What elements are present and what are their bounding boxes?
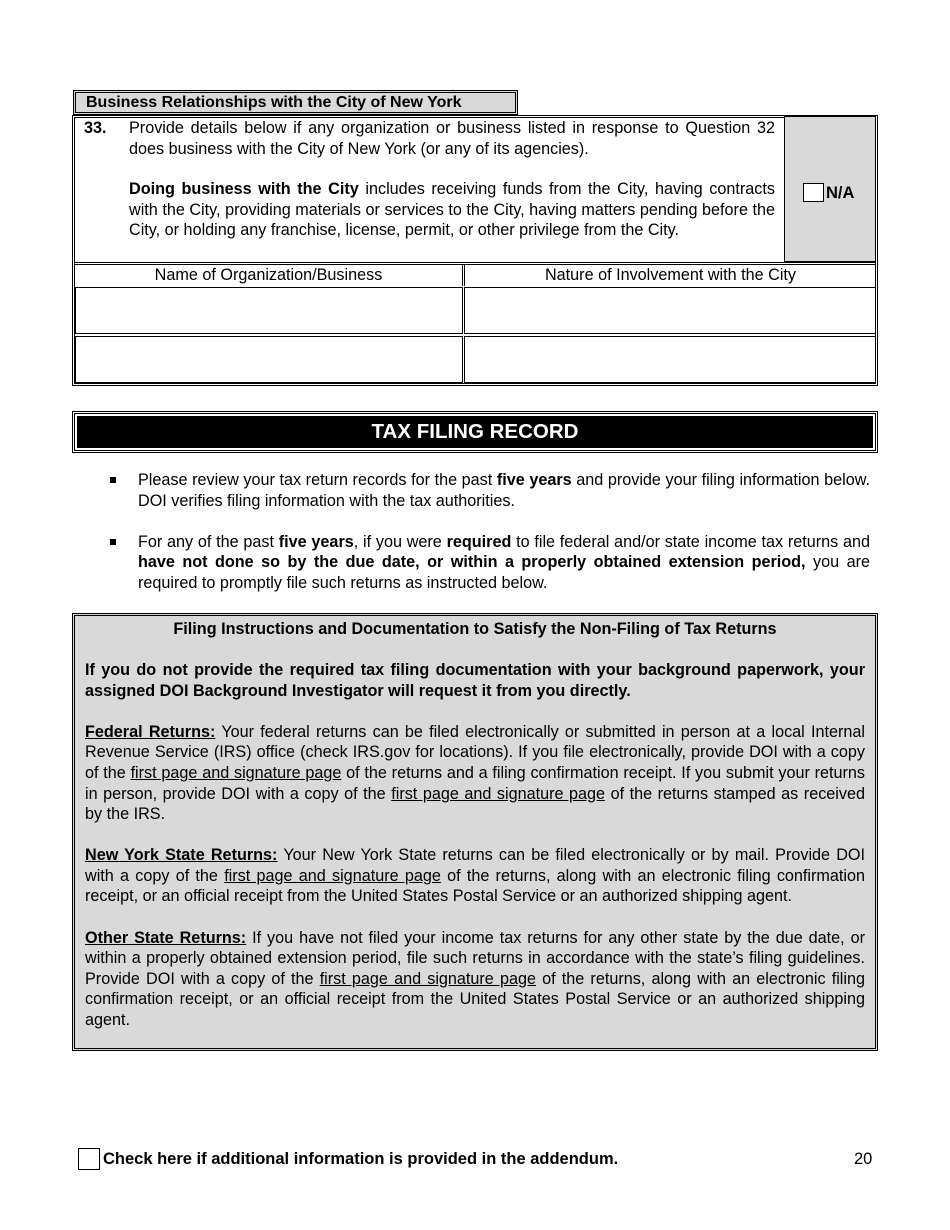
warning-text: If you do not provide the required tax filing documentation with your background paperwork, your assigned DOI Background Investigator will request it from you directly. <box>85 661 865 700</box>
involvement-field-1[interactable] <box>464 287 876 334</box>
paragraph-text: of the returns and a filing confirmation receipt. If you submit your returns in person, provide DOI with a copy of the <box>85 763 865 803</box>
na-checkbox[interactable] <box>803 183 824 202</box>
underlined-text: first page and signature page <box>130 763 342 782</box>
definition-text <box>129 179 775 241</box>
underlined-text: first page and signature page <box>391 784 606 803</box>
filing-instructions-box <box>72 613 878 1051</box>
column-header-involvement: Nature of Involvement with the City <box>544 266 797 284</box>
paragraph-text: of the returns, along with an electronic filing confirmation receipt, or an official receipt from the United States Postal Service or an authorized shipping agent. <box>85 866 866 906</box>
section-title-business-relationships: Business Relationships with the City of New York <box>73 90 518 115</box>
other-state-returns-paragraph <box>85 928 865 1031</box>
list-item <box>108 470 870 511</box>
na-label: N/A <box>826 184 855 202</box>
question-33-text-cell <box>75 116 783 261</box>
org-name-field-2[interactable] <box>75 336 463 383</box>
bullet-text: Please review your tax return records for the past <box>138 471 497 489</box>
question-text: Provide details below if any organization or business listed in response to Question 32 does business with the City of New York (or any of its agencies). <box>129 119 775 158</box>
definition-rest: includes receiving funds from the City, having contracts with the City, providing materials or services to the City, having matters pending before the City, or holding any franchise, license, permit, or other privilege from the City. <box>129 180 775 240</box>
bullet-text: For any of the past <box>138 532 279 551</box>
divider <box>462 264 463 286</box>
underlined-text: first page and signature page <box>224 866 441 885</box>
instructions-warning <box>85 660 865 701</box>
bullet-text: you are required to promptly file such returns as instructed below. <box>138 553 870 592</box>
nys-returns-label: New York State Returns: <box>85 846 278 865</box>
paragraph-text: Your federal returns can be filed electronically or submitted in person at a local Internal Revenue Service (IRS) office (check IRS.gov for locations). If you file electronically, provide DOI with a copy of the <box>85 722 865 782</box>
paragraph-text: Your New York State returns can be filed electronically or by mail. Provide DOI with a copy of the <box>85 846 865 885</box>
involvement-field-2[interactable] <box>464 336 876 383</box>
org-name-field-1[interactable] <box>75 287 463 334</box>
bullet-text: , if you were <box>353 532 447 551</box>
other-state-returns-label: Other State Returns: <box>85 928 247 947</box>
bullet-emphasis: five years <box>496 471 572 489</box>
page-number: 20 <box>854 1150 873 1168</box>
bullet-square-icon <box>110 477 116 483</box>
addendum-checkbox[interactable] <box>78 1148 100 1170</box>
tax-bullet-list <box>108 470 870 593</box>
column-header-organization: Name of Organization/Business <box>154 266 383 284</box>
paragraph-text: If you have not filed your income tax returns for any other state by the due date, or within a properly obtained extension period, file such returns in accordance with the state’s filing guidelines. Provide DOI with a copy of the <box>85 928 865 988</box>
bullet-emphasis: five years <box>278 532 354 551</box>
addendum-label: Check here if additional information is provided in the addendum. <box>103 1150 619 1168</box>
nys-returns-paragraph <box>85 845 865 907</box>
instructions-title: Filing Instructions and Documentation to Satisfy the Non-Filing of Tax Returns <box>173 620 777 638</box>
tax-filing-record-banner <box>72 411 878 453</box>
tax-filing-record-title: TAX FILING RECORD <box>77 416 873 448</box>
paragraph-text: of the returns, along with an electronic filing confirmation receipt, or an official receipt from the United States Postal Service or an authorized shipping agent. <box>85 969 866 1029</box>
list-item <box>108 532 870 594</box>
question-number: 33. <box>84 119 107 137</box>
federal-returns-paragraph <box>85 722 865 825</box>
bullet-emphasis: required <box>446 532 512 551</box>
federal-returns-label: Federal Returns: <box>85 722 216 741</box>
bullet-text: to file federal and/or state income tax returns and <box>511 532 871 551</box>
divider <box>75 262 876 263</box>
bullet-text: and provide your filing information below. DOI verifies filing information with the tax authorities. <box>138 471 871 510</box>
bullet-emphasis: have not done so by the due date, or within a properly obtained extension period, <box>138 553 806 572</box>
definition-bold: Doing business with the City <box>129 180 359 199</box>
bullet-square-icon <box>110 539 116 545</box>
paragraph-text: of the returns stamped as received by the IRS. <box>85 784 865 824</box>
underlined-text: first page and signature page <box>319 969 536 988</box>
question-body <box>129 118 775 241</box>
